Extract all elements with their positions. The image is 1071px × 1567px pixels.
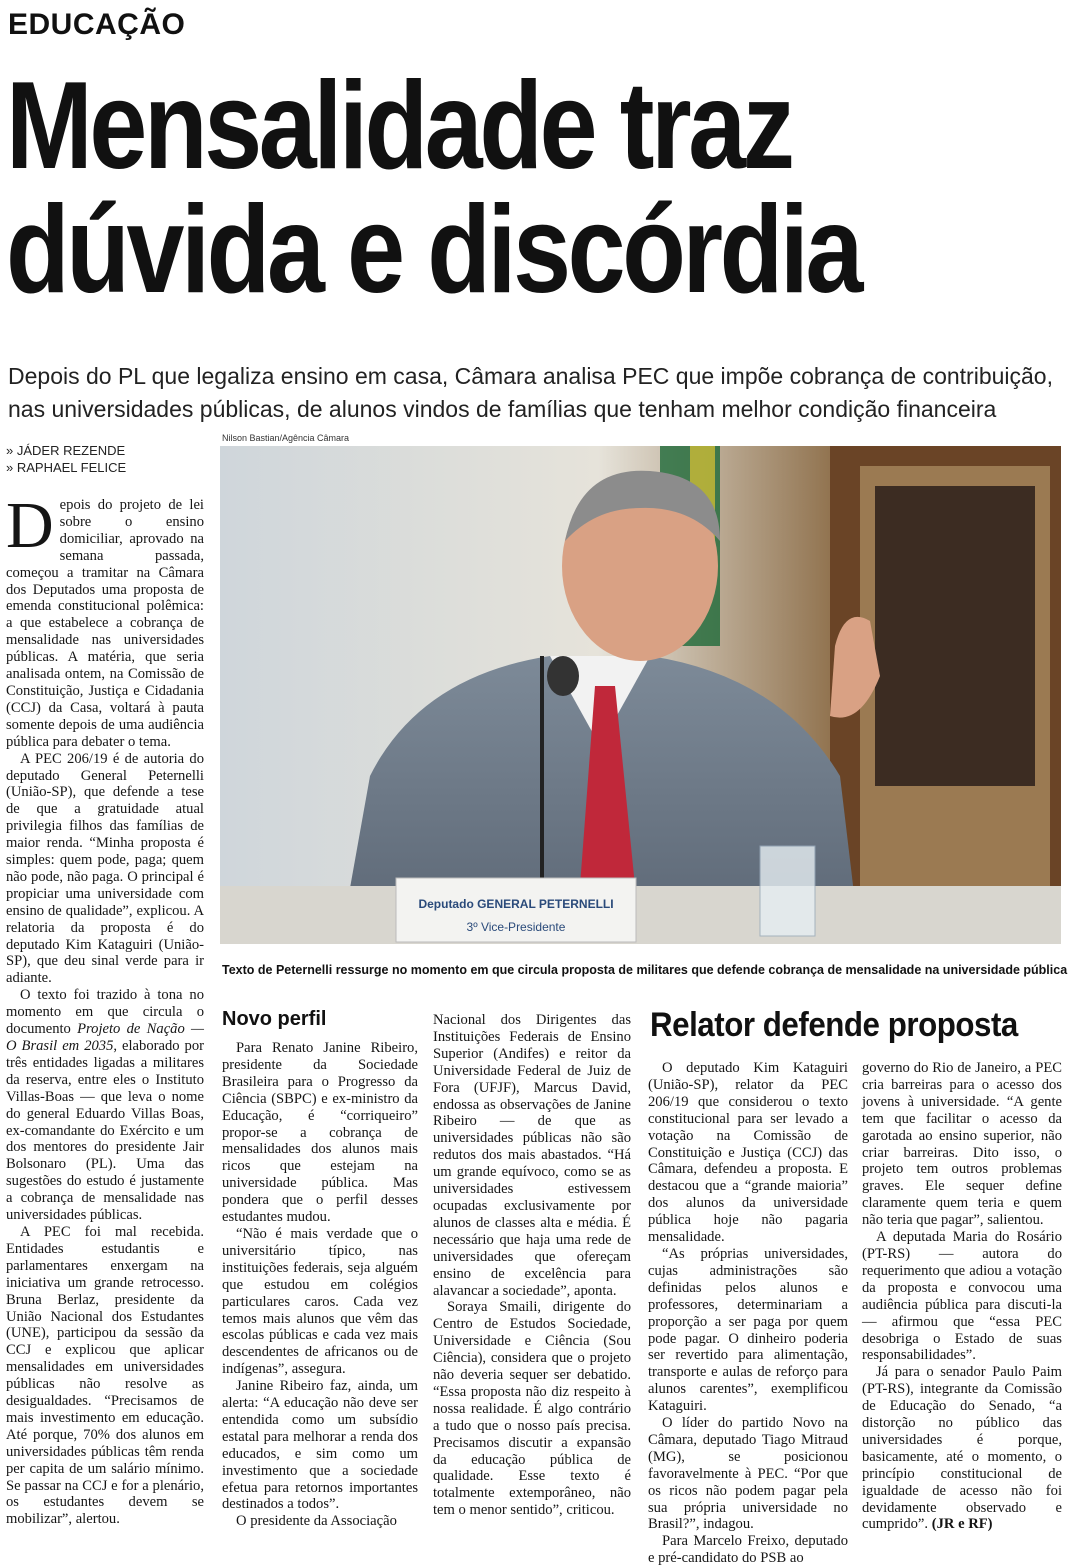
nameplate-role: 3º Vice-Presidente bbox=[466, 920, 566, 934]
paragraph: epois do projeto de lei sobre o ensino domiciliar, aprovado na semana passada, começou a tramitar na Câmara dos Deputados uma proposta de emenda constitucional polêmica: a que estabelece a cobrança de mensalidade nas universidades públicas. A matéria, que seria analisada ontem, na Comissão de Constituição, Justiça e Cidadania (CCJ) da Casa, voltará à pauta somente depois de uma audiência pública para debater o tema. bbox=[6, 497, 204, 750]
paragraph: Janine Ribeiro faz, ainda, um alerta: “A educação não deve ser entendida como um subsídio estatal para melhorar a renda dos educados, e sim como um investimento que a sociedade efetua para retornos importantes destinados a todos”. bbox=[222, 1378, 418, 1513]
photo-illustration bbox=[220, 446, 1061, 944]
photo-credit: Nilson Bastian/Agência Câmara bbox=[222, 433, 350, 443]
paragraph: A PEC 206/19 é de autoria do deputado General Peternelli (União-SP), que defende a tese de que a gratuidade atual privilegia filhos das famílias de maior renda. “Minha proposta é simples: quem pode, paga; quem não pode, não paga. O principal é propiciar uma universidade com ensino de qualidade”, explicou. A relatoria da proposta é do deputado Kim Kataguiri (União-SP), que deu sinal verde para ir adiante. bbox=[6, 750, 204, 987]
article-column-2 bbox=[222, 1040, 418, 1530]
paragraph: O presidente da Associação bbox=[236, 1513, 397, 1530]
nameplate-name: Deputado GENERAL PETERNELLI bbox=[418, 897, 614, 911]
paragraph: governo do Rio de Janeiro, a PEC cria barreiras para o acesso dos jovens à universidade. “A gente tem que facilitar o acesso da garotada ao ensino superior, não criar barreiras. Dito isso, o projeto tem outros problemas graves. Ele sequer define claramente quem teria e quem não teria que pagar”, salientou. bbox=[862, 1060, 1062, 1229]
byline: » RAPHAEL FELICE bbox=[6, 460, 127, 475]
headline-line-2: dúvida e discórdia bbox=[6, 181, 861, 319]
article-column-5 bbox=[862, 1060, 1062, 1533]
headline-line-1: Mensalidade traz bbox=[6, 57, 792, 195]
paragraph: O deputado Kim Kataguiri (União-SP), relator da PEC 206/19 que considerou o texto constitucional para ser levado a votação na Comissão de Constituição e Justiça (CCJ) das Câmara, defendeu a proposta. E destacou que a “grande maioria” dos alunos da universidade pública hoje não pagaria mensalidade. bbox=[648, 1060, 848, 1246]
paragraph: “As próprias universidades, cujas administrações são definidas pelos alunos e professores, determinariam a proporção a ser paga por quem pode pagar. O dinheiro poderia ser revertido para alimentação, transporte e aulas de reforço para alunos carentes”, exemplificou Kataguiri. bbox=[648, 1245, 848, 1415]
paragraph: A deputada Maria do Rosário (PT-RS) — autora do requerimento que adiou a votação da proposta e convocou uma audiência pública para discuti-la — afirmou que “essa PEC desobriga o Estado de suas responsabilidades”. bbox=[862, 1229, 1062, 1364]
byline: » JÁDER REZENDE bbox=[6, 443, 126, 458]
document-title: Projeto de Nação — O Brasil em 2035 bbox=[6, 1021, 205, 1054]
paragraph: O líder do partido Novo na Câmara, deputado Tiago Mitraud (MG), se posicionou favoravelmente à PEC. “Por que os ricos não podem pagar pela sua própria universidade no Brasil?”, indagou. bbox=[648, 1415, 848, 1533]
paragraph: Soraya Smaili, dirigente do Centro de Estudos Sociedade, Universidade e Ciência (Sou Ciência), considera que o projeto não deveria sequer ser debatido. “Essa proposta não diz respeito à nossa realidade. É algo contrário a tudo que o nosso país precisa. Precisamos discutir a expansão da educação pública de qualidade. Esse texto é totalmente extemporâneo, não tem o menor sentido”, criticou. bbox=[433, 1299, 631, 1519]
subhead-novo-perfil: Novo perfil bbox=[222, 1008, 327, 1030]
bylines bbox=[6, 442, 126, 476]
paragraph: Para Marcelo Freixo, deputado e pré-candidato do PSB ao bbox=[648, 1533, 848, 1567]
section-label: EDUCAÇÃO bbox=[8, 8, 186, 41]
headline bbox=[6, 57, 896, 319]
article-column-1 bbox=[6, 489, 205, 1528]
article-column-4 bbox=[648, 1060, 848, 1567]
paragraph: Já para o senador Paulo Paim (PT-RS), integrante da Comissão de Educação do Senado, “a distorção no público das universidades é porque, basicamente, até o momento, o princípio constitucional de igualdade de acesso não foi devidamente observado e cumprido”. (JR e RF) bbox=[862, 1364, 1062, 1533]
paragraph: O texto foi trazido à tona no momento em que circula o documento Projeto de Nação — O Brasil em 2035, elaborado por três entidades ligadas a militares da reserva, entre eles o Instituto Villas-Boas — que leva o nome do general Eduardo Villas Boas, ex-comandante do Exército e um dos mentores do presidente Jair Bolsonaro (PL). Uma das sugestões do estudo é justamente a cobrança de mensalidade nas universidades públicas. bbox=[6, 987, 205, 1224]
news-photo bbox=[220, 446, 1061, 944]
paragraph: “Não é mais verdade que o universitário típico, nas instituições federais, seja alguém que estudou em colégios particulares caros. Cada vez temos mais alunos que vêm das escolas públicas e cada vez mais descendentes de africanos ou de indígenas”, assegura. bbox=[222, 1225, 418, 1378]
paragraph: Nacional dos Dirigentes das Instituições Federais de Ensino Superior (Andifes) e reitor da Universidade Federal de Juiz de Fora (UFJF), Marcus David, endossa as observações de Janine Ribeiro — de que as universidades públicas não são redutos dos mais abastados. “Há um grande equívoco, como se as universidades estivessem ocupadas exclusivamente por alunos de classes alta e média. É necessário que haja uma rede de universidades que ofereçam ensino de excelência para alavancar a sociedade”, aponta. bbox=[433, 1012, 631, 1299]
photo-caption: Texto de Peternelli ressurge no momento em que circula proposta de militares que defende cobrança de mensalidade na universidade pública bbox=[222, 963, 1068, 977]
drop-cap: D bbox=[6, 489, 54, 562]
signoff: (JR e RF) bbox=[931, 1516, 993, 1533]
article-column-3 bbox=[433, 1012, 631, 1519]
deck-subtitle: Depois do PL que legaliza ensino em casa, Câmara analisa PEC que impõe cobrança de contribuição, nas universidades públicas, de alunos vindos de famílias que tenham melhor condição financeira bbox=[8, 363, 1053, 422]
paragraph: Para Renato Janine Ribeiro, presidente da Sociedade Brasileira para o Progresso da Ciência (SBPC) e ex-ministro da Educação, é “corriqueiro” propor-se a cobrança de mensalidades dos alunos mais ricos que estejam na universidade pública. Mas pondera que o perfil desses estudantes mudou. bbox=[222, 1040, 418, 1226]
subhead-relator: Relator defende proposta bbox=[650, 1006, 1018, 1044]
paragraph: A PEC foi mal recebida. Entidades estudantis e parlamentares enxergam na iniciativa um grande retrocesso. Bruna Berlaz, presidente da União Nacional dos Estudantes (UNE), participou da sessão da CCJ e explicou que aplicar mensalidades em universidades públicas não resolve as desigualdades. “Precisamos de mais investimento em educação. Até porque, 70% dos alunos em universidades públicas têm renda per capita de um salário mínimo. Se passar na CCJ e for a plenário, os estudantes devem se mobilizar”, alertou. bbox=[6, 1223, 204, 1528]
